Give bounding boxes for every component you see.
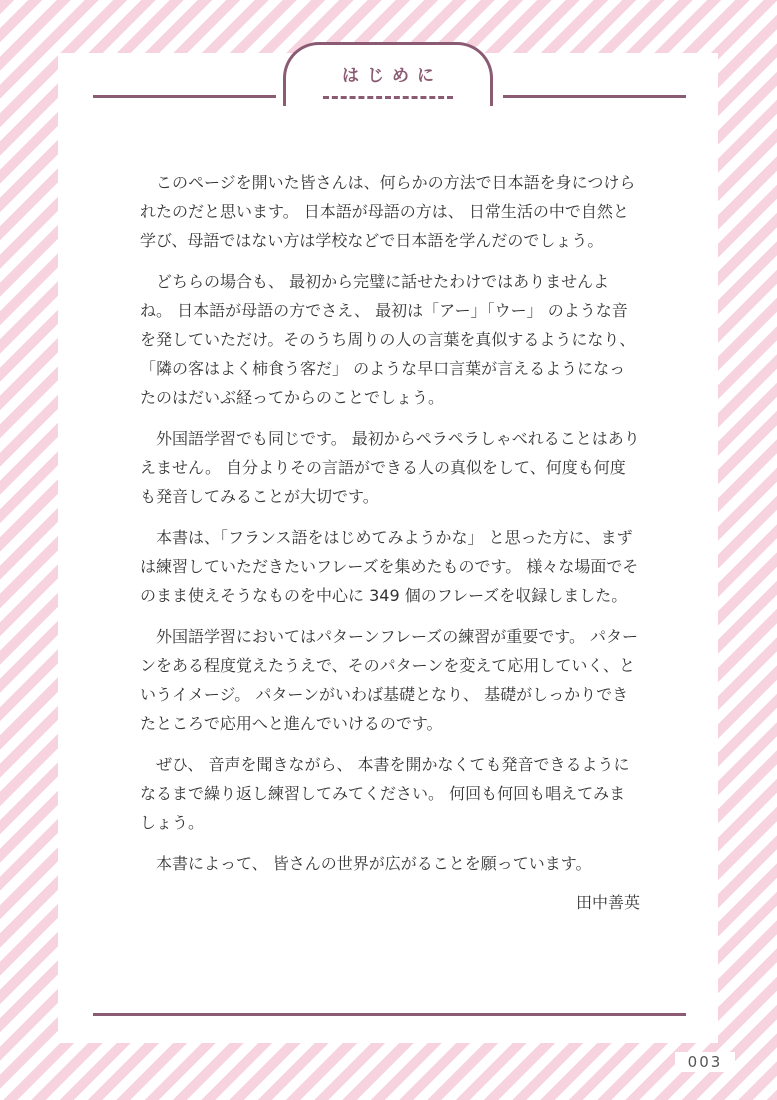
body-text xyxy=(140,168,640,890)
paragraph-6: ぜひ、 音声を聞きながら、 本書を開かなくても発音できるようになるまで繰り返し練習してみてください。 何回も何回も唱えてみましょう。 xyxy=(140,755,630,832)
paragraph-5: 外国語学習においてはパターンフレーズの練習が重要です。 パターンをある程度覚えたうえで、そのパターンを変えて応用していく、というイメージ。 パターンがいわば基礎となり、 基礎がしっかりできたところで応用へと進んでいけるのです。 xyxy=(140,627,639,733)
paragraph-1: このページを開いた皆さんは、何らかの方法で日本語を身につけられたのだと思います。 日本語が母語の方は、 日常生活の中で自然と学び、母語ではない方は学校などで日本語を学んだのでしょう。 xyxy=(140,173,636,250)
page-title: はじめに xyxy=(342,66,442,86)
paragraph-7: 本書によって、 皆さんの世界が広がることを願っています。 xyxy=(156,854,592,873)
paragraph-3: 外国語学習でも同じです。 最初からペラペラしゃべれることはありえません。 自分よりその言語ができる人の真似をして、何度も何度も発音してみることが大切です。 xyxy=(140,429,640,506)
paragraph-4: 本書は、「フランス語をはじめてみようかな」 と思った方に、まずは練習していただきたいフレーズを集めたものです。 様々な場面でそのまま使えそうなものを中心に 349 個のフレーズを収録しました。 xyxy=(140,528,639,605)
header-dash-underline xyxy=(323,96,453,99)
paragraph-2: どちらの場合も、 最初から完璧に話せたわけではありませんよね。 日本語が母語の方でさえ、 最初は「アー」「ウー」 のような音を発していただけ。そのうち周りの人の言葉を真似するようになり、「隣の客はよく柿食う客だ」 のような早口言葉が言えるようになったのはだいぶ経ってからのことでしょう。 xyxy=(140,272,636,407)
header-rule-left xyxy=(93,95,276,98)
footer-rule xyxy=(93,1013,686,1016)
page-number: 003 xyxy=(675,1052,735,1072)
header-rule-right xyxy=(503,95,686,98)
author-signature: 田中善英 xyxy=(575,893,640,912)
